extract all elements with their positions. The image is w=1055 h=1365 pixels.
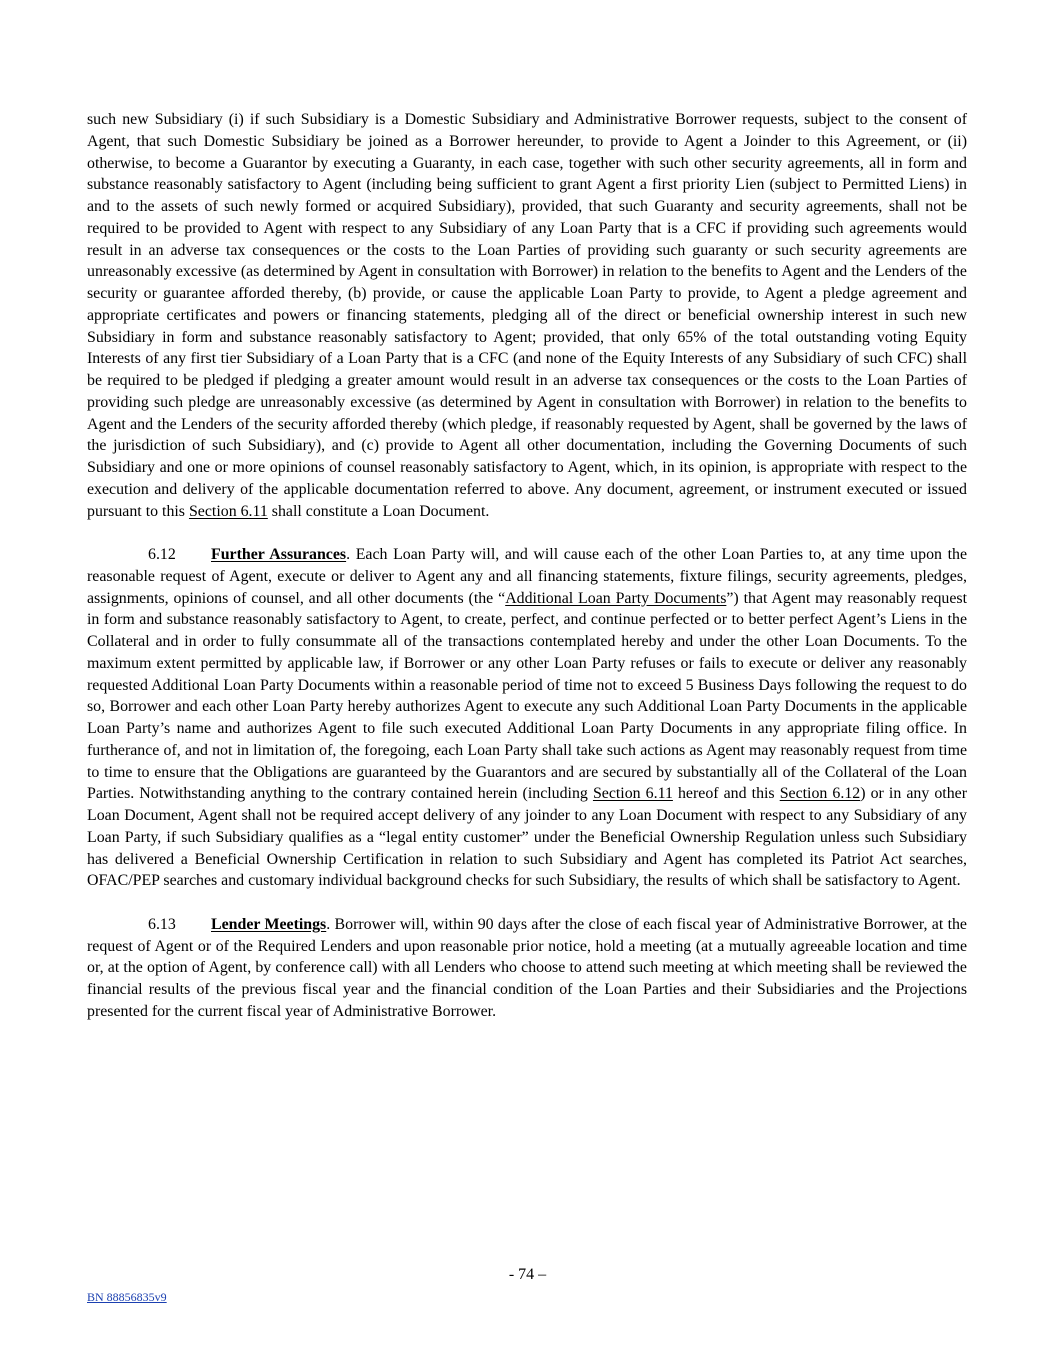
section-number: 6.12	[148, 546, 176, 563]
section-number: 6.13	[148, 915, 176, 933]
defined-term: Additional Loan Party Documents	[505, 589, 727, 607]
section-6-12: 6.12 Further Assurances. Each Loan Party will, and will cause each of the other Loan Parties to, at any time upon the reasonable request of Agent, execute or deliver to Agent any and all financing statements, fixture filings, security agreements, pledges, assignments, opinions of counsel, and all other documents (the “Additional Loan Party Documents”) that Agent may reasonably request in form and substance reasonably satisfactory to Agent, to create, perfect, and continue perfected or to better perfect Agent’s Liens in the Collateral and in order to fully consummate all of the transactions contemplated hereby and under the other Loan Documents. To the maximum extent permitted by applicable law, if Borrower or any other Loan Party refuses or fails to execute or deliver any reasonably requested Additional Loan Party Documents within a reasonable period of time not to exceed 5 Business Days following the request to do so, Borrower and each other Loan Party hereby authorizes Agent to execute any such Additional Loan Party Documents in the applicable Loan Party’s name and authorizes Agent to file such executed Additional Loan Party Documents in any appropriate filing office. In furtherance of, and not in limitation of, the foregoing, each Loan Party shall take such actions as Agent may reasonably request from time to time to ensure that the Obligations are guaranteed by the Guarantors and are secured by substantially all of the Collateral of the Loan Parties. Notwithstanding anything to the contrary contained herein (including Section 6.11 hereof and this Section 6.12) or in any other Loan Document, Agent shall not be required accept delivery of any joinder to any Loan Document with respect to any Subsidiary of any Loan Party, if such Subsidiary qualifies as a “legal entity customer” under the Beneficial Ownership Regulation unless such Subsidiary has delivered a Beneficial Ownership Certification in relation to such Subsidiary and Agent has completed its Patriot Act searches, OFAC/PEP searches and customary individual background checks for such Subsidiary, the results of which shall be satisfactory to Agent.	[87, 546, 968, 890]
document-id: BN 88856835v9	[87, 1290, 167, 1304]
document-body	[87, 109, 967, 1023]
paragraph-continuation: such new Subsidiary (i) if such Subsidiary is a Domestic Subsidiary and Administrative Borrower requests, subject to the consent of Agent, that such Domestic Subsidiary be joined as a Borrower hereunder, to provide to Agent a Joinder to this Agreement, or (ii) otherwise, to become a Guarantor by executing a Guaranty, in each case, together with such other security agreements, all in form and substance reasonably satisfactory to Agent (including being sufficient to grant Agent a first priority Lien (subject to Permitted Liens) in and to the assets of such newly formed or acquired Subsidiary), provided, that such Guaranty and security agreements, shall not be required to be provided to Agent with respect to any Subsidiary of any Loan Party that is a CFC if providing such agreements would result in an adverse tax consequences or the costs to the Loan Parties of providing such guaranty or such security agreements are unreasonably excessive (as determined by Agent in consultation with Borrower) in relation to the benefits to Agent and the Lenders of the security or guarantee afforded thereby, (b) provide, or cause the applicable Loan Party to provide, to Agent a pledge agreement and appropriate certificates and powers or financing statements, pledging all of the direct or beneficial ownership interest in such new Subsidiary in form and substance reasonably satisfactory to Agent; provided, that only 65% of the total outstanding voting Equity Interests of any first tier Subsidiary of a Loan Party that is a CFC (and none of the Equity Interests of any Subsidiary of such CFC) shall be required to be pledged if pledging a greater amount would result in an adverse tax consequences or the costs to the Loan Parties of providing such pledge are unreasonably excessive (as determined by Agent in consultation with Borrower) in relation to the benefits to Agent and the Lenders of the security afforded thereby (which pledge, if reasonably requested by Agent, shall be governed by the laws of the jurisdiction of such Subsidiary), and (c) provide to Agent all other documentation, including the Governing Documents of such Subsidiary and one or more opinions of counsel reasonably satisfactory to Agent, which, in its opinion, is appropriate with respect to the execution and delivery of the applicable documentation referred to above. Any document, agreement, or instrument executed or issued pursuant to this Section 6.11 shall constitute a Loan Document.	[87, 111, 967, 520]
section-heading: Further Assurances	[211, 546, 347, 563]
section-heading: Lender Meetings	[211, 915, 327, 933]
page-number: - 74 –	[508, 1266, 547, 1283]
section-reference: Section 6.12	[779, 785, 861, 803]
section-reference: Section 6.11	[592, 785, 673, 803]
section-6-13: 6.13 Lender Meetings. Borrower will, within 90 days after the close of each fiscal year of Administrative Borrower, at the request of Agent or of the Required Lenders and upon reasonable prior notice, hold a meeting (at a mutually agreeable location and time or, at the option of Agent, by conference call) with all Lenders who choose to attend such meeting at which meeting shall be reviewed the financial results of the previous fiscal year and the financial condition of the Loan Parties and their Subsidiaries and the Projections presented for the current fiscal year of Administrative Borrower.	[87, 915, 967, 1020]
section-reference: Section 6.11	[188, 502, 268, 520]
